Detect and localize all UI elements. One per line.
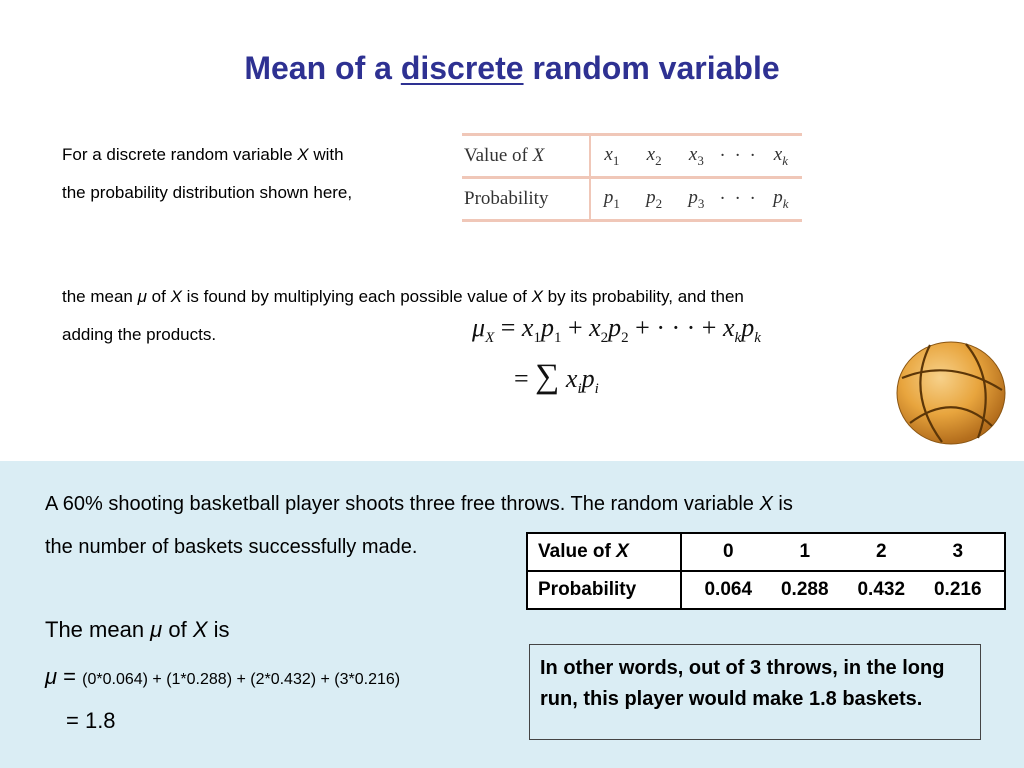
mean-calc-line-1: The mean μ of X is — [45, 617, 230, 642]
value-cell: 0 — [722, 541, 734, 562]
generic-p-dots: · · · — [718, 178, 760, 221]
example-values — [681, 533, 1005, 571]
generic-value-label: Value of X — [462, 135, 590, 178]
callout-box: In other words, out of 3 throws, in the long run, this player would make 1.8 baskets. — [529, 644, 981, 740]
probability-cell: 0.216 — [933, 579, 982, 600]
example-probabilities — [681, 571, 1005, 609]
value-cell: 3 — [952, 541, 964, 562]
mean-calc-expression: (0*0.064) + (1*0.288) + (2*0.432) + (3*0.216) — [82, 671, 401, 688]
generic-p2: $p_2$ — [633, 178, 675, 221]
example-prob-label: Probability — [527, 571, 681, 609]
probability-cell: 0.064 — [704, 579, 753, 600]
mean-calc-line-2: μ = (0*0.064) + (1*0.288) + (2*0.432) + (3*0.216) — [45, 664, 401, 689]
example-distribution-table — [526, 532, 1006, 610]
generic-prob-label: Probability — [462, 178, 590, 221]
generic-x2: $x_2$ — [633, 135, 675, 178]
probability-cell: 0.432 — [857, 579, 906, 600]
example-line-1: A 60% shooting basketball player shoots three free throws. The random variable X is — [45, 493, 793, 515]
mean-explanation-line-1: the mean μ of X is found by multiplying each possible value of X by its probability, and then — [62, 287, 744, 306]
mean-formula-line-1: $\mu_X = x_1p_1 + x_2p_2$ + · · · + $x_kp_k$ — [472, 313, 761, 347]
probability-cell: 0.288 — [780, 579, 829, 600]
generic-pk: $p_k$ — [760, 178, 802, 221]
example-line-2: the number of baskets successfully made. — [45, 536, 418, 558]
example-value-row — [527, 533, 1005, 571]
example-value-label: Value of X — [527, 533, 681, 571]
generic-distribution-table — [462, 133, 802, 222]
example-prob-row — [527, 571, 1005, 609]
value-cell: 1 — [799, 541, 811, 562]
title-underlined-word: discrete — [400, 50, 524, 86]
basketball-icon — [894, 338, 1008, 446]
generic-value-row — [462, 135, 802, 178]
mean-explanation-line-2: adding the products. — [62, 325, 217, 344]
generic-x1: $x_1$ — [590, 135, 633, 178]
generic-prob-row — [462, 178, 802, 221]
generic-x-dots: · · · — [718, 135, 760, 178]
value-cell: 2 — [875, 541, 887, 562]
generic-p3: $p_3$ — [675, 178, 717, 221]
intro-line-1: For a discrete random variable X with — [62, 145, 344, 164]
generic-xk: $x_k$ — [760, 135, 802, 178]
slide-title: Mean of a discrete random variable — [244, 50, 780, 86]
mean-formula-line-2: = ∑ $x_ip_i$ — [514, 358, 599, 398]
intro-line-2: the probability distribution shown here, — [62, 183, 353, 202]
generic-x3: $x_3$ — [675, 135, 717, 178]
generic-p1: $p_1$ — [590, 178, 633, 221]
mean-calc-result: = 1.8 — [66, 708, 116, 733]
